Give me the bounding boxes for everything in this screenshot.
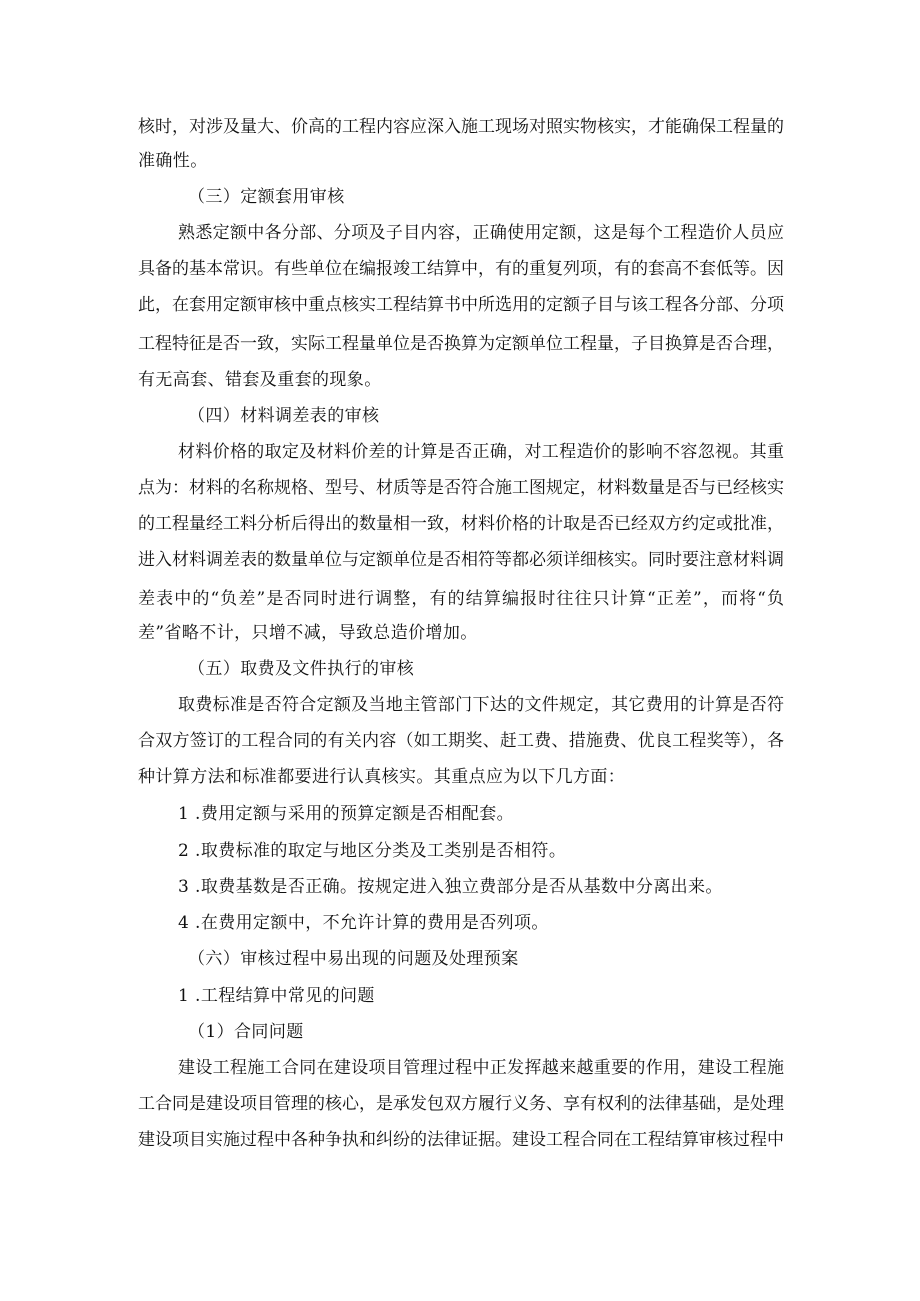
- paragraph-line: 取费标准是否符合定额及当地主管部门下达的文件规定，其它费用的计算是否符: [178, 695, 784, 715]
- paragraph-line: 准确性。: [138, 151, 208, 171]
- paragraph-line: 工程特征是否一致，实际工程量单位是否换算为定额单位工程量，子目换算是否合理，: [138, 334, 784, 354]
- paragraph-line: 进入材料调差表的数量单位与定额单位是否相符等都必须详细核实。同时要注意材料调: [138, 550, 784, 570]
- paragraph-line: 种计算方法和标准都要进行认真核实。其重点应为以下几方面：: [138, 767, 626, 787]
- paragraph-line: 材料价格的取定及材料价差的计算是否正确，对工程造价的影响不容忽视。其重: [178, 442, 784, 462]
- paragraph-line: 差”省略不计，只增不减，导致总造价增加。: [138, 623, 478, 643]
- list-item: 1 .费用定额与采用的预算定额是否相配套。: [178, 804, 515, 824]
- paragraph-line: 的工程量经工料分析后得出的数量相一致，材料价格的计取是否已经双方约定或批准，: [138, 514, 784, 534]
- paragraph-line: 熟悉定额中各分部、分项及子目内容，正确使用定额，这是每个工程造价人员应: [178, 223, 784, 243]
- section-heading: （四）材料调差表的审核: [188, 406, 380, 426]
- section-heading: （六）审核过程中易出现的问题及处理预案: [188, 949, 519, 969]
- paragraph-line: 具备的基本常识。有些单位在编报竣工结算中，有的重复列项，有的套高不套低等。因: [138, 259, 784, 279]
- paragraph-line: 点为：材料的名称规格、型号、材质等是否符合施工图规定，材料数量是否与已经核实: [138, 478, 784, 498]
- list-item: 4 .在费用定额中，不允许计算的费用是否列项。: [178, 913, 549, 933]
- section-heading: （三）定额套用审核: [188, 187, 345, 207]
- paragraph-line: 此，在套用定额审核中重点核实工程结算书中所选用的定额子目与该工程各分部、分项: [138, 295, 784, 315]
- subsection-heading: （1）合同问题: [188, 1022, 304, 1042]
- section-heading: （五）取费及文件执行的审核: [188, 659, 415, 679]
- paragraph-line: 工合同是建设项目管理的核心，是承发包双方履行义务、享有权利的法律基础，是处理: [138, 1094, 784, 1114]
- paragraph-line: 建设项目实施过程中各种争执和纠纷的法律证据。建设工程合同在工程结算审核过程中: [138, 1130, 784, 1150]
- paragraph-line: 合双方签订的工程合同的有关内容（如工期奖、赶工费、措施费、优良工程奖等），各: [138, 731, 784, 751]
- list-item: 2 .取费标准的取定与地区分类及工类别是否相符。: [178, 841, 567, 861]
- paragraph-line: 建设工程施工合同在建设项目管理过程中正发挥越来越重要的作用，建设工程施: [178, 1058, 784, 1078]
- paragraph-line: 核时，对涉及量大、价高的工程内容应深入施工现场对照实物核实，才能确保工程量的: [138, 117, 784, 137]
- list-item: 3 .取费基数是否正确。按规定进入独立费部分是否从基数中分离出来。: [178, 877, 723, 897]
- paragraph-line: 差表中的“负差”是否同时进行调整，有的结算编报时往往只计算“正差”，而将“负: [138, 589, 784, 609]
- paragraph-line: 有无高套、错套及重套的现象。: [138, 370, 382, 390]
- list-item: 1 .工程结算中常见的问题: [178, 986, 375, 1006]
